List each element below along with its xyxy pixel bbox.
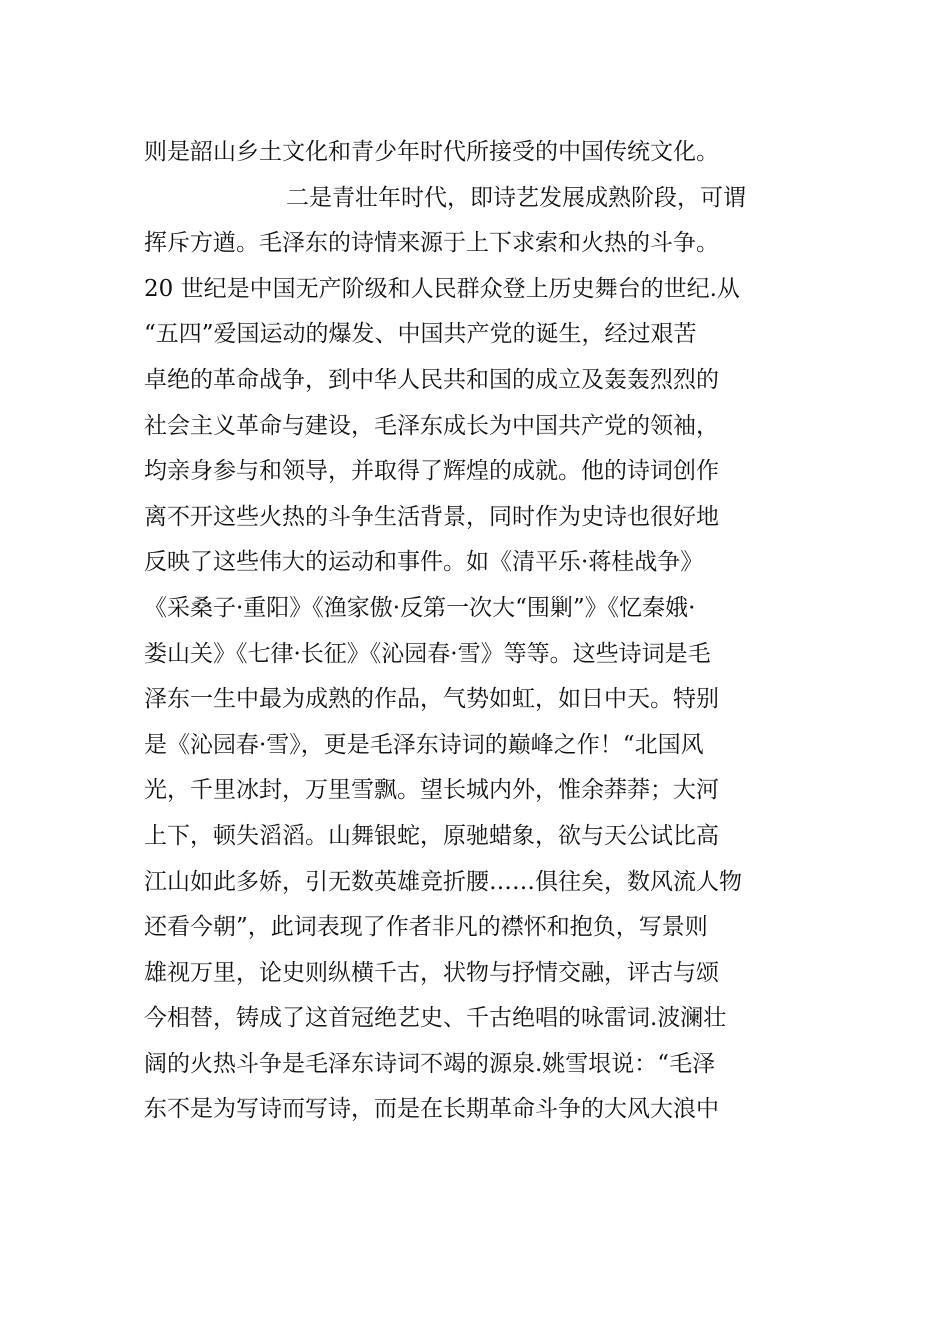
text-line: 今相替，铸成了这首冠绝艺史、千古绝唱的咏雷词.波澜壮: [144, 1005, 727, 1032]
text-line: 则是韶山乡土文化和青少年时代所接受的中国传统文化。: [144, 139, 719, 165]
text-line: 挥斥方遒。毛泽东的诗情来源于上下求索和火热的斗争。: [144, 230, 719, 257]
text-line: 离不开这些火热的斗争生活背景，同时作为史诗也很好地: [144, 503, 719, 530]
text-line: 娄山关》《七律·长征》《沁园春·雪》等等。这些诗词是毛: [144, 640, 711, 667]
text-line: 雄视万里，论史则纵横千古，状物与抒情交融，评古与颂: [144, 959, 719, 986]
text-line: 《采桑子·重阳》《渔家傲·反第一次大“围剿”》《忆秦娥·: [144, 594, 696, 621]
text-line: 上下，顿失滔滔。山舞银蛇，原驰蜡象，欲与天公试比高: [144, 822, 719, 849]
text-line: 反映了这些伟大的运动和事件。如《清平乐·蒋桂战争》: [144, 549, 704, 576]
text-line: 东不是为写诗而写诗，而是在长期革命斗争的大风大浪中: [144, 1096, 719, 1123]
body-text: [144, 130, 824, 1133]
text-line: 社会主义革命与建设，毛泽东成长为中国共产党的领袖，: [144, 412, 719, 439]
text-line: 江山如此多娇，引无数英雄竞折腰……俱往矣，数风流人物: [144, 868, 742, 895]
text-line: 还看今朝”，此词表现了作者非凡的襟怀和抱负，写景则: [144, 914, 708, 941]
text-line: 均亲身参与和领导，并取得了辉煌的成就。他的诗词创作: [144, 458, 719, 485]
paragraph-start-line: 二是青壮年时代，即诗艺发展成熟阶段，可谓: [286, 184, 746, 211]
text-line: 卓绝的革命战争，到中华人民共和国的成立及轰轰烈烈的: [144, 366, 719, 393]
text-line: 是《沁园春·雪》，更是毛泽东诗词的巅峰之作！“北国风: [144, 731, 704, 758]
text-line: 阔的火热斗争是毛泽东诗词不竭的源泉.姚雪垠说：“毛泽: [144, 1050, 716, 1077]
text-line: 泽东一生中最为成熟的作品，气势如虹，如日中天。特别: [144, 686, 719, 713]
text-line: 光，千里冰封，万里雪飘。望长城内外，惟余莽莽；大河: [144, 777, 719, 804]
text-line: “五四”爱国运动的爆发、中国共产党的诞生，经过艰苦: [144, 321, 697, 348]
text-line: 20 世纪是中国无产阶级和人民群众登上历史舞台的世纪.从: [144, 275, 740, 302]
